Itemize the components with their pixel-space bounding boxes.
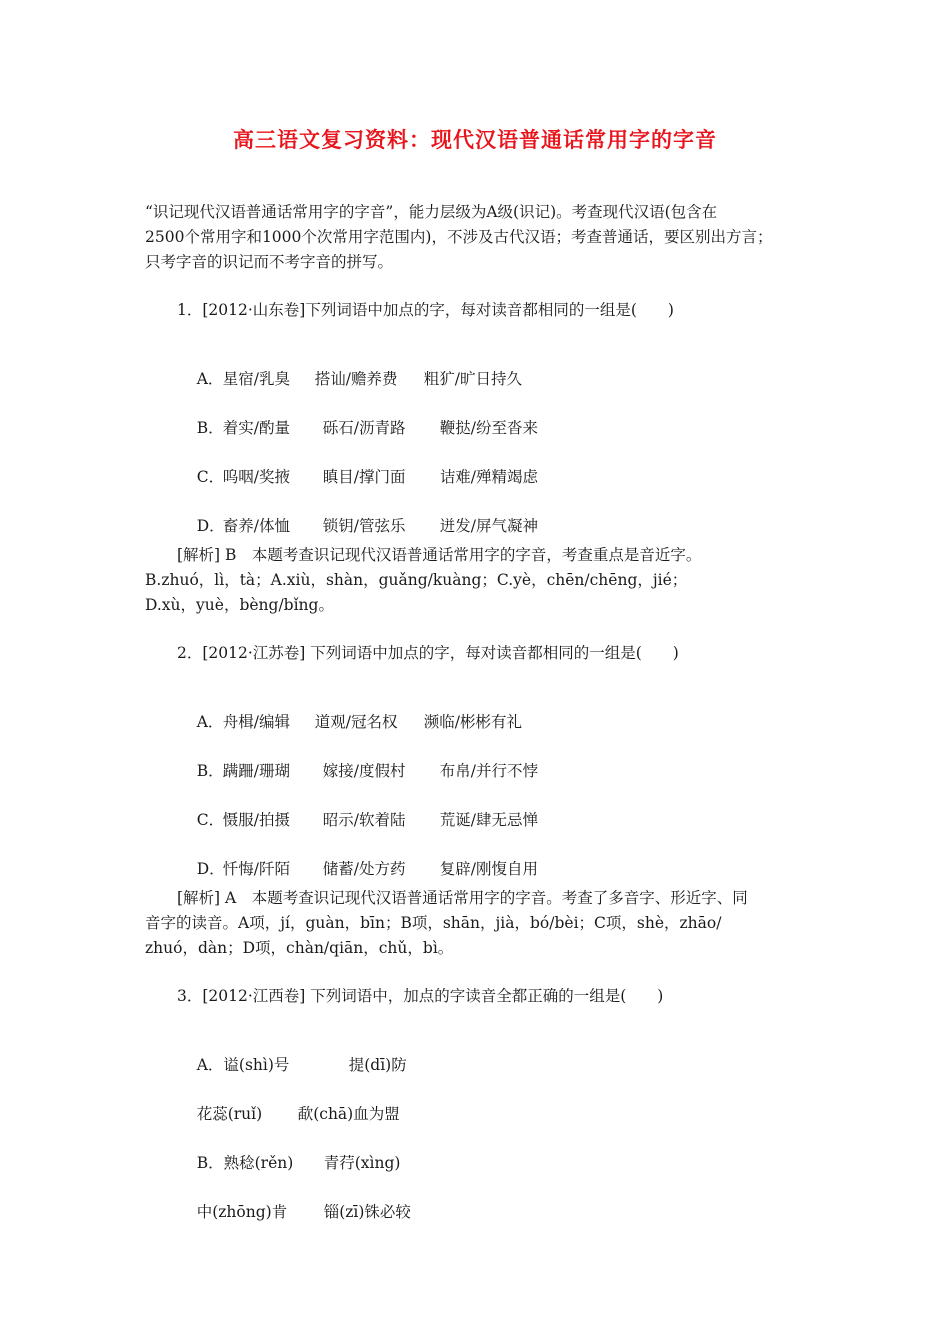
option-label: C．	[196, 468, 225, 486]
option-item: 搭讪/赡养费	[314, 370, 398, 388]
option-item: 鞭挞/纷至沓来	[439, 419, 538, 437]
option-item: 粗犷/旷日持久	[423, 370, 522, 388]
option-item: 花蕊(ruǐ)	[196, 1105, 263, 1123]
option-label: C．	[196, 811, 225, 829]
q2-analysis-line-1: [解析] A 本题考查识记现代汉语普通话常用字的字音。考查了多音字、形近字、同	[177, 889, 748, 907]
option-item: 昭示/软着陆	[322, 811, 406, 829]
option-item: 道观/冠名权	[314, 713, 398, 731]
option-item: 提(dī)防	[348, 1056, 407, 1074]
q2-analysis-line-2: 音字的读音。A项，jí，guàn，bīn；B项，shān，jià，bó/bèi；C项，shè，zhāo/	[145, 914, 722, 932]
option-item: 中(zhōng)肯	[196, 1203, 288, 1221]
page-title: 高三语文复习资料：现代汉语普通话常用字的字音	[233, 128, 717, 152]
q1-analysis-line-2: B.zhuó，lì，tà；A.xiù，shàn，guǎng/kuàng；C.yè，chēn/chēng，jié；	[145, 571, 688, 589]
option-item: 砾石/沥青路	[322, 419, 406, 437]
option-item: 诘难/殚精竭虑	[439, 468, 538, 486]
option-item: 锁钥/管弦乐	[322, 517, 406, 535]
option-item: 濒临/彬彬有礼	[423, 713, 522, 731]
option-item: 蹒跚/珊瑚	[222, 762, 290, 780]
option-item: 歃(chā)血为盟	[297, 1105, 400, 1123]
option-item: 储蓄/处方药	[322, 860, 406, 878]
q1-stem: 1．[2012·山东卷]下列词语中加点的字，每对读音都相同的一组是( )	[177, 301, 674, 319]
intro-line-3: 只考字音的识记而不考字音的拼写。	[145, 253, 394, 271]
q2-analysis-line-3: zhuó，dàn；D项，chàn/qiān，chǔ，bì。	[145, 939, 454, 957]
option-label: D．	[196, 860, 225, 878]
option-item: 荒诞/肆无忌惮	[439, 811, 538, 829]
intro-line-2: 2500个常用字和1000个次常用字范围内)，不涉及古代汉语；考查普通话，要区别出方言；	[145, 228, 773, 246]
option-item: 着实/酌量	[222, 419, 290, 437]
option-item: 呜咽/奖掖	[222, 468, 290, 486]
q3-stem: 3．[2012·江西卷] 下列词语中，加点的字读音全都正确的一组是( )	[177, 987, 664, 1005]
option-item: B．熟稔(rěn)	[196, 1154, 294, 1172]
option-label: A．	[196, 370, 224, 388]
option-item: 忏悔/阡陌	[222, 860, 290, 878]
option-label: D．	[196, 517, 225, 535]
q2-stem: 2．[2012·江苏卷] 下列词语中加点的字，每对读音都相同的一组是( )	[177, 644, 679, 662]
option-item: 慑服/拍摄	[222, 811, 290, 829]
option-item: 迸发/屏气凝神	[439, 517, 538, 535]
option-item: 青荇(xìng)	[323, 1154, 401, 1172]
option-item: 星宿/乳臭	[222, 370, 290, 388]
option-item: 嫁接/度假村	[322, 762, 406, 780]
option-item: 舟楫/编辑	[222, 713, 290, 731]
option-item: 复辟/刚愎自用	[439, 860, 538, 878]
q3-line-b-cont	[177, 1182, 411, 1242]
option-item: 畜养/体恤	[222, 517, 290, 535]
q1-analysis-line-1: [解析] B 本题考查识记现代汉语普通话常用字的字音，考查重点是音近字。	[177, 546, 702, 564]
option-item: 锱(zī)铢必较	[323, 1203, 411, 1221]
option-label: B．	[196, 419, 224, 437]
option-item: A．谥(shì)号	[196, 1056, 290, 1074]
option-label: A．	[196, 713, 224, 731]
q1-analysis-line-3: D.xù，yuè，bèng/bǐng。	[145, 596, 334, 614]
option-label: B．	[196, 762, 224, 780]
option-item: 布帛/并行不悖	[439, 762, 538, 780]
option-item: 瞋目/撑门面	[322, 468, 406, 486]
intro-line-1: “识记现代汉语普通话常用字的字音”，能力层级为A级(识记)。考查现代汉语(包含在	[145, 203, 718, 221]
